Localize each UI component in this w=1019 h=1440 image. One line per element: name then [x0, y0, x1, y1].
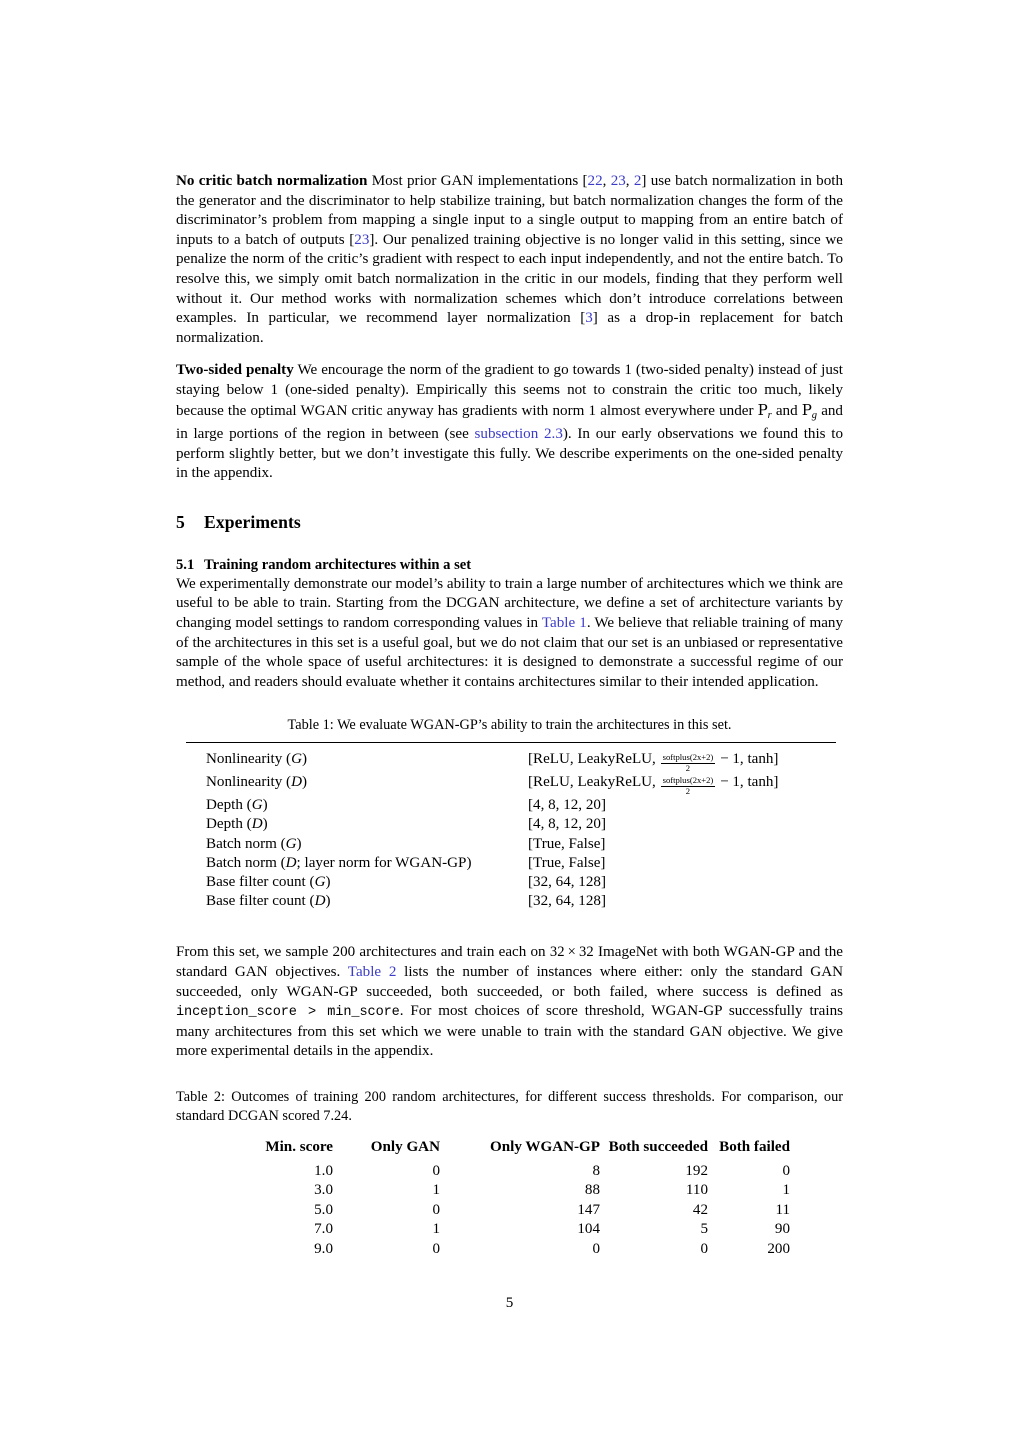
- paragraph-text: . For most choices of score threshold, WGAN-GP successfully trains many architectures from this set which we were unable to train with the standard GAN objective. We give more experimental details in the appendix.: [176, 1003, 843, 1060]
- value-text: [32, 64, 128]: [528, 873, 606, 890]
- fraction-denominator: 2: [685, 763, 691, 774]
- table-row: [230, 1159, 790, 1181]
- table-2-cell: 90: [774, 1221, 790, 1238]
- fraction-softplus: [661, 776, 716, 796]
- table-1-caption: [176, 716, 843, 735]
- table-row: [186, 835, 836, 854]
- citation-link-22[interactable]: 22: [587, 173, 603, 189]
- setting-label-suffix: ): [262, 797, 268, 814]
- table-1-container: [176, 716, 843, 917]
- table-1-setting-cell: [186, 854, 528, 873]
- table-1-setting-cell: [186, 835, 528, 854]
- section-number: 5: [176, 511, 185, 532]
- table-2-cell: 42: [692, 1201, 708, 1218]
- setting-label: Nonlinearity (: [206, 774, 292, 791]
- paragraph-text: We encourage the norm of the gradient to go towards 1 (two-sided penalty) instead of just staying below 1 (one-sided penalty). Empirically this seems not to constrain the critic too much, likely because the optimal WGAN critic anyway has gradients with norm 1 almost everywhere under: [176, 362, 843, 419]
- xref-link-table-1[interactable]: Table 1: [541, 615, 587, 632]
- table-2-cell: 0: [432, 1240, 440, 1257]
- paragraph-text: We experimentally demonstrate our model’s ability to train a large number of architectures which we think are useful to be able to train. Starting from the DCGAN architecture, we define a set of architecture variants by changing model settings to random corresponding values in: [176, 575, 843, 632]
- table-2-cell: 1: [782, 1182, 790, 1199]
- table-1-caption-label: Table 1:: [287, 717, 334, 734]
- citation-link-23b[interactable]: 23: [354, 231, 370, 248]
- table-2-cell: 5: [700, 1221, 708, 1238]
- table-row: [230, 1240, 790, 1265]
- paragraph-runin-heading: No critic batch normalization: [176, 173, 368, 189]
- section-heading-experiments: [176, 511, 843, 533]
- math-symbol-pr: P: [757, 400, 768, 419]
- math-subscript-r: r: [767, 409, 772, 421]
- table-1-value-cell: [528, 815, 836, 834]
- value-text: [True, False]: [528, 854, 606, 871]
- table-2-cell: 192: [685, 1162, 708, 1179]
- table-1-value-cell: [528, 892, 836, 917]
- table-2-column-header: Only WGAN-GP: [490, 1138, 600, 1155]
- table-2-cell: 200: [767, 1240, 790, 1257]
- setting-symbol: D: [291, 774, 302, 791]
- citation-link-23[interactable]: 23: [610, 173, 626, 189]
- fraction-numerator: softplus(2x+2): [662, 752, 714, 763]
- paragraph-text: ,: [602, 173, 611, 189]
- value-text: [4, 8, 12, 20]: [528, 816, 606, 833]
- table-2-caption-label: Table 2:: [176, 1088, 225, 1105]
- table-1-value-cell: [528, 835, 836, 854]
- table-1-value-cell: [528, 873, 836, 892]
- paragraph-text: ImageNet with both WGAN-GP and the standard GAN objectives.: [176, 944, 843, 980]
- paragraph-text: . We believe that reliable training of many of the architectures in this set is a useful goal, but we do not claim that our set is an unbiased or representative sample of the whole space of useful architectures: it is designed to demonstrate a successful regime of our method, and readers should evaluate whether it contains architectures similar to their intended application.: [176, 615, 843, 690]
- setting-symbol: G: [285, 835, 297, 852]
- paragraph-from-this-set: [176, 943, 843, 1062]
- table-2-cell: 1.0: [314, 1162, 333, 1179]
- table-row: [186, 796, 836, 815]
- table-2-container: [176, 1088, 843, 1265]
- paragraph-no-critic-batch-normalization: [176, 172, 843, 348]
- table-2-cell: 0: [432, 1201, 440, 1218]
- paragraph-text: and in large portions of the region in between (see: [176, 402, 843, 443]
- table-2-cell: 1: [432, 1221, 440, 1238]
- setting-label-suffix: ): [302, 774, 308, 791]
- paragraph-text: lists the number of instances where either: only the standard GAN succeeded, only WGAN-GP succeeded, both succeeded, or both failed, where success is defined as: [176, 963, 843, 1000]
- table-2-cell: 9.0: [314, 1240, 333, 1257]
- table-row: [230, 1181, 790, 1200]
- paragraph-text: ]. Our penalized training objective is no longer valid in this setting, since we penalize the norm of the critic’s gradient with respect to each input independently, and not the entire batch. To resolve this, we simply omit batch normalization in the critic in our models, finding that they perform well without it. Our method works with normalization schemes which don’t introduce correlations between examples. In particular, we recommend layer normalization [: [176, 231, 843, 327]
- setting-label: Base filter count (: [206, 893, 315, 910]
- table-1-setting-cell: [186, 815, 528, 834]
- fraction-numerator: softplus(2x+2): [662, 775, 714, 786]
- table-2-caption: [176, 1088, 843, 1126]
- paragraph-runin-heading: Two-sided penalty: [176, 362, 294, 379]
- table-1-body: [186, 743, 836, 917]
- table-2-cell: 7.0: [314, 1221, 333, 1238]
- table-1-setting-cell: [186, 892, 528, 917]
- code-inception-score-condition: inception_score > min_score: [176, 1005, 400, 1021]
- xref-link-table-2[interactable]: Table 2: [347, 963, 397, 980]
- table-2-cell: 8: [592, 1162, 600, 1179]
- page-content: [176, 172, 843, 1265]
- setting-symbol: G: [314, 873, 326, 890]
- setting-label-suffix: ): [302, 751, 308, 768]
- table-2-caption-text: Outcomes of training 200 random architectures, for different success thresholds. For comparison, our standard DCGAN scored 7.24.: [176, 1088, 843, 1124]
- math-subscript-g: g: [811, 409, 818, 421]
- paragraph-text: ,: [625, 173, 634, 189]
- math-symbol-pg: P: [801, 400, 812, 419]
- fraction-denominator: 2: [685, 786, 691, 797]
- table-row: [186, 854, 836, 873]
- table-2-cell: 0: [432, 1162, 440, 1179]
- table-2-cell: 3.0: [314, 1182, 333, 1199]
- setting-symbol: G: [291, 751, 302, 768]
- setting-label: Depth (: [206, 816, 252, 833]
- subsection-title: Training random architectures within a set: [204, 556, 472, 573]
- math-image-size: 32 × 32: [549, 944, 594, 961]
- value-text: [32, 64, 128]: [528, 893, 606, 910]
- table-1-value-cell: [528, 854, 836, 873]
- table-row: [186, 815, 836, 834]
- table-2-cell: 110: [685, 1182, 708, 1199]
- table-2-cell: 0: [782, 1162, 790, 1179]
- setting-symbol: D: [251, 816, 263, 833]
- setting-label-suffix: ; layer norm for WGAN-GP): [296, 854, 472, 871]
- table-2-column-header: Only GAN: [370, 1138, 440, 1155]
- table-1-value-cell: [528, 773, 836, 796]
- value-prefix: [ReLU, LeakyReLU,: [528, 774, 660, 791]
- table-1-value-cell: [528, 796, 836, 815]
- setting-label: Depth (: [206, 797, 252, 814]
- table-2-cell: 0: [592, 1240, 600, 1257]
- table-1-value-cell: [528, 743, 836, 773]
- paragraph-text: ] use batch normalization in both the generator and the discriminator to help stabilize training, but batch normalization changes the form of the discriminator’s problem from mapping a single input to a single output to mapping from an entire batch of inputs to a batch of outputs [: [176, 173, 844, 248]
- paragraph-text: From this set, we sample 200 architectures and train each on: [176, 944, 550, 961]
- subsection-number: 5.1: [176, 556, 195, 573]
- value-suffix: − 1, tanh]: [716, 774, 779, 791]
- value-text: [True, False]: [528, 835, 606, 852]
- table-2-cell: 5.0: [314, 1201, 333, 1218]
- table-1-caption-text: We evaluate WGAN-GP’s ability to train the architectures in this set.: [333, 717, 732, 734]
- table-2: [230, 1133, 790, 1265]
- setting-label-suffix: ): [296, 835, 302, 852]
- paragraph-text: and: [771, 402, 802, 419]
- table-row: [186, 773, 836, 796]
- citation-link-3[interactable]: 3: [585, 310, 593, 327]
- citation-link-2[interactable]: 2: [633, 173, 642, 189]
- paragraph-experimental-demonstration: [176, 575, 843, 693]
- table-2-cell: 0: [700, 1240, 708, 1257]
- table-2-column-header: Both failed: [719, 1138, 790, 1155]
- table-2-cell: 1: [432, 1182, 440, 1199]
- table-row: [186, 873, 836, 892]
- table-1-setting-cell: [186, 796, 528, 815]
- value-text: [4, 8, 12, 20]: [528, 797, 606, 814]
- paragraph-text: ). In our early observations we found this to perform slightly better, but we don’t investigate this fully. We describe experiments on the one-sided penalty in the appendix.: [176, 426, 843, 482]
- setting-label: Base filter count (: [206, 873, 315, 890]
- setting-symbol: D: [314, 893, 326, 910]
- table-1-setting-cell: [186, 873, 528, 892]
- table-1-setting-cell: [186, 743, 528, 773]
- table-2-body: [230, 1159, 790, 1265]
- table-row: [230, 1201, 790, 1220]
- table-2-head: [230, 1133, 790, 1159]
- xref-link-subsection-2-3[interactable]: subsection 2.3: [474, 426, 563, 443]
- table-row: [186, 892, 836, 917]
- table-1-setting-cell: [186, 773, 528, 796]
- setting-symbol: G: [251, 797, 263, 814]
- page-number: 5: [505, 1295, 514, 1311]
- fraction-softplus: [661, 753, 716, 773]
- table-2-cell: 11: [775, 1201, 790, 1218]
- table-row: [186, 743, 836, 773]
- setting-label-suffix: ): [325, 893, 331, 910]
- table-2-column-header: Min. score: [265, 1138, 333, 1155]
- subsection-heading-training-random-architectures: [176, 556, 843, 575]
- section-title: Experiments: [204, 511, 301, 532]
- table-2-cell: 88: [584, 1182, 600, 1199]
- setting-label-suffix: ): [325, 873, 331, 890]
- table-2-cell: 104: [577, 1221, 600, 1238]
- paragraph-text: ] as a drop-in replacement for batch normalization.: [176, 310, 843, 346]
- table-2-header-row: [230, 1133, 790, 1159]
- value-prefix: [ReLU, LeakyReLU,: [528, 751, 660, 768]
- table-1: [186, 742, 836, 917]
- setting-symbol: D: [285, 854, 297, 871]
- paragraph-two-sided-penalty: [176, 361, 843, 484]
- setting-label-suffix: ): [262, 816, 268, 833]
- value-suffix: − 1, tanh]: [716, 751, 779, 768]
- table-2-cell: 147: [577, 1201, 600, 1218]
- setting-label: Batch norm (: [206, 835, 286, 852]
- paragraph-text: Most prior GAN implementations [: [367, 173, 588, 189]
- setting-label: Nonlinearity (: [206, 751, 292, 768]
- table-2-column-header: Both succeeded: [608, 1138, 708, 1155]
- setting-label: Batch norm (: [206, 854, 286, 871]
- table-row: [230, 1220, 790, 1239]
